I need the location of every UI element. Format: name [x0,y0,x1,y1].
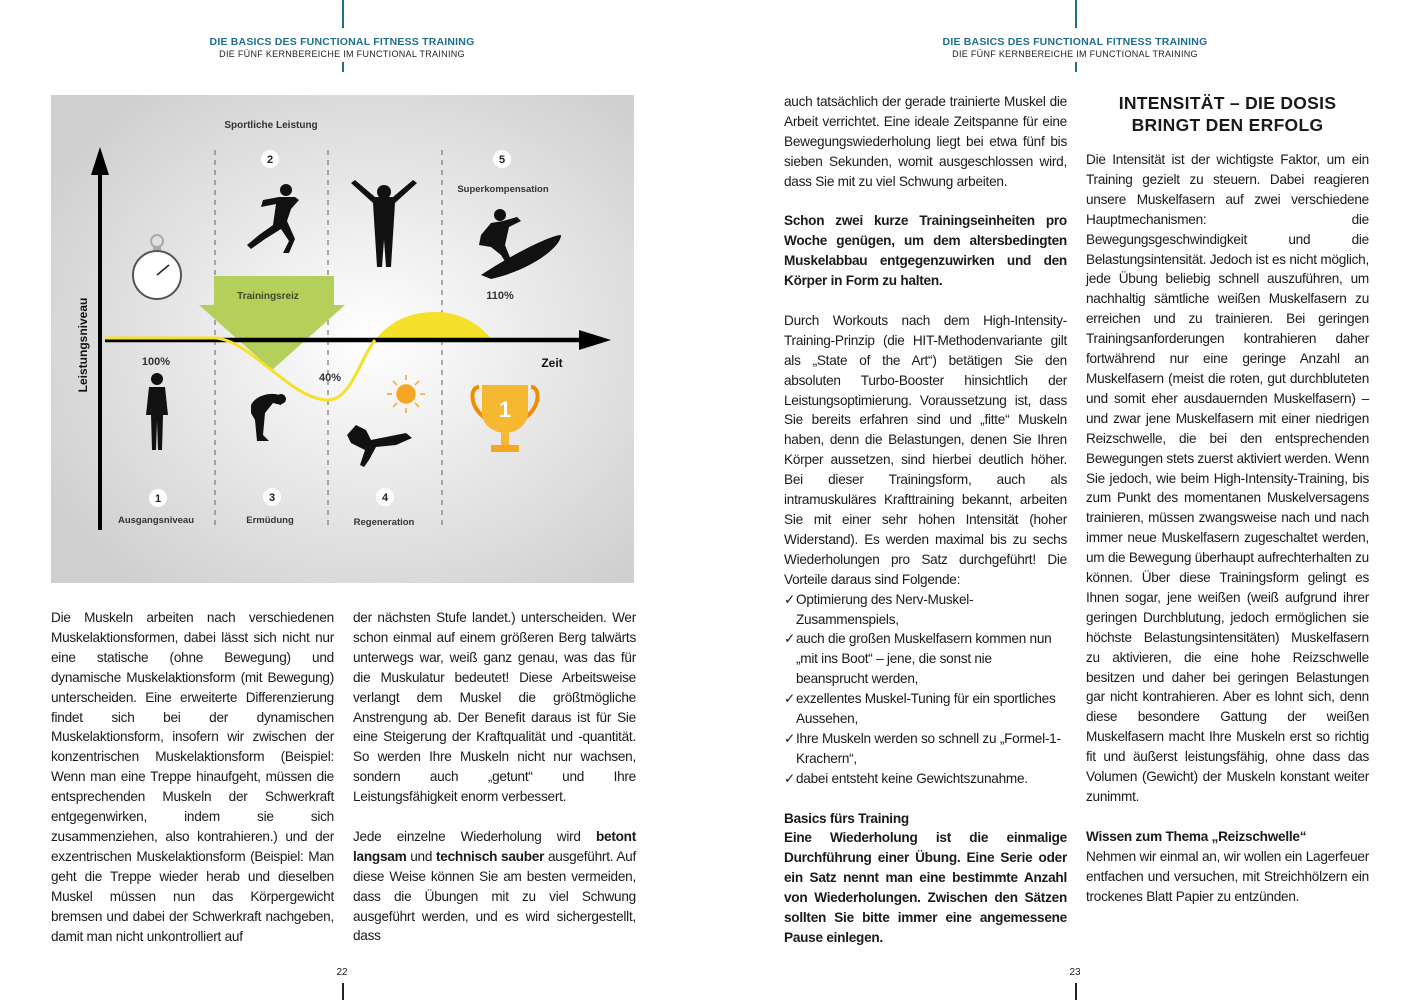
level-40: 40% [318,372,342,384]
text-run: Die Muskeln arbeiten nach verschiedenen Muskelaktionsformen, dabei lässt sich nicht nur eine statische (ohne Bewegung) und dynamische Muskelaktionsform (mit Bewegung) unterscheiden. Eine erweiterte Differenzierung findet sich bei der dynamischen Muskelaktionsform, insofern wir zwischen der konzentrischen Muskelaktionsform (Beispiel: Wenn man eine Treppe hinaufgeht, müssen die entsprechenden Muskeln der Schwerkraft entgegenwirken, indem sie sich zusammenziehen, also kontrahieren.) und der exzentrischen Muskelaktionsform (Beispiel: Man geht die Treppe wieder herab und dieselben Muskel müssen nun das Körpergewicht bremsen und dabei der Schwerkraft nachgeben, damit man nicht unkontrolliert auf [51,610,334,944]
checklist-text: auch die großen Muskelfasern kommen nun „mit ins Boot“ – jene, die sonst nie beansprucht werden, [796,631,1052,687]
footer-rule [342,983,344,1000]
footer-rule [1075,983,1077,1000]
left-page-column-2 [353,608,636,966]
header-subtitle: DIE FÜNF KERNBEREICHE IM FUNCTIONAL TRAINING [952,49,1198,59]
checklist-text: Ihre Muskeln werden so schnell zu „Formel-1-Krachern“, [796,730,1061,766]
supercompensation-diagram [51,95,634,583]
svg-text:1: 1 [154,493,162,505]
header-rule [1075,62,1077,72]
right-page-column-2 [1086,92,1369,906]
level-110: 110% [486,290,514,302]
emphasized-text: betont langsam [353,828,636,864]
checklist-text: Optimierung des Nerv-Muskel-Zusammenspiels, [796,591,974,627]
page-number-left: 22 [336,967,348,978]
level-100: 100% [141,356,171,368]
phase-4-badge [376,488,394,506]
running-header-left [142,36,542,59]
svg-text:2: 2 [266,154,274,166]
checklist-text: dabei entsteht keine Gewichtszunahme. [796,770,1028,786]
checkmark-icon: ✓ [784,770,796,786]
header-rule [1075,0,1077,28]
checkmark-icon: ✓ [784,730,796,746]
left-page-column-1 [51,608,334,966]
checklist-item [784,590,1067,630]
top-label: Sportliche Leistung [224,120,318,131]
body-paragraph [353,827,636,946]
running-header-right [875,36,1275,59]
basics-title: Basics fürs Training [784,810,909,826]
checklist-text: exzellentes Muskel-Tuning für ein sportliches Aussehen, [796,691,1056,727]
header-rule [342,62,344,72]
benefits-checklist [784,590,1067,789]
text-run: Durch Workouts nach dem High-Intensity-Training-Prinzip (die HIT-Methodenvariante gilt als „State of the Art“) betätigen Sie den absoluten Turbo-Booster hinsichtlich der Leistungsoptimierung. Voraussetzung ist, dass Sie bereits erfahren sind und „fitte“ Muskeln haben, denn die Belastungen, denen Sie Ihren Körper aussetzen, sind hierbei deutlich höher. Bei dieser Trainingsform, auch als intramuskuläres Krafttraining bekannt, arbeiten Sie mit einer sehr hohen Intensität (hoher Widerstand). Es werden maximal bis zu sechs Wiederholungen pro Satz durchgeführt! Die Vorteile daraus sind Folgende: [784,312,1067,587]
phase-label-ermuedung: Ermüdung [246,515,294,526]
subheading: Wissen zum Thema „Reizschwelle“ [1086,828,1307,844]
emphasized-text: Schon zwei kurze Trainingseinheiten pro Woche genügen, um dem altersbedingten Muskelabbau entgegenzuwirken und den Körper in Form zu halten. [784,213,1067,289]
checklist-item [784,769,1067,789]
phase-label-superkompensation: Superkompensation [457,184,549,195]
x-axis-label: Zeit [541,356,563,370]
stimulus-label: Trainingsreiz [237,291,299,302]
checklist-item [784,689,1067,729]
text-run: ausgeführt. Auf diese Weise können Sie am besten vermeiden, dass die Übungen mit zu viel Schwung ausgeführt werden, und es wird sichergestellt, dass [353,848,636,944]
basics-text: Eine Wiederholung ist die einmalige Durchführung einer Übung. Eine Serie oder ein Satz nennt man eine bestimmte Anzahl von Wiederholungen. Zwischen den Sätzen sollten Sie bitte immer eine angemessene Pause einlegen. [784,830,1067,946]
header-title: DIE BASICS DES FUNCTIONAL FITNESS TRAINING [942,36,1208,48]
svg-text:3: 3 [268,492,276,504]
trophy-number: 1 [498,397,512,422]
text-run: der nächsten Stufe landet.) unterscheiden. Wer schon einmal auf einem größeren Berg talwärts unterwegs war, weiß ganz genau, was das für die Muskulatur bedeutet! Diese Arbeitsweise verlangt dem Muskel die größtmögliche Anstrengung ab. Der Benefit daraus ist für Sie eine Steigerung der Kraftqualität und -quantität. So werden Ihre Muskeln nicht nur wachsen, sondern auch „getunt“ und Ihre Leistungsfähigkeit enorm verbessert. [353,610,636,805]
phase-label-ausgangsniveau: Ausgangsniveau [117,515,195,526]
emphasized-text: technisch sauber [436,848,545,864]
checkmark-icon: ✓ [784,591,796,607]
phase-2-badge [261,150,279,168]
body-paragraph [51,608,334,946]
body-paragraph [784,211,1067,291]
body-paragraph [784,311,1067,590]
text-run: Jede einzelne Wiederholung wird [353,828,596,844]
text-run: auch tatsächlich der gerade trainierte Muskel die Arbeit verrichtet. Eine ideale Zeitspanne für eine Bewegungswiederholung liegt bei etwa fünf bis sieben Sekunden, womit ausgeschlossen wird, dass Sie mit zu viel Schwung arbeiten. [784,94,1067,189]
checkmark-icon: ✓ [784,691,796,707]
phase-label-regeneration: Regeneration [353,517,415,528]
page-number-right: 23 [1069,967,1081,978]
phase-5-badge [493,150,511,168]
svg-text:4: 4 [381,492,389,504]
body-paragraph [353,608,636,807]
text-run: und [406,848,437,864]
intro-paragraphs [784,92,1067,590]
checklist-item [784,729,1067,769]
checklist-item [784,629,1067,689]
svg-text:5: 5 [498,154,506,166]
y-axis-label: Leistungsniveau [76,297,90,393]
body-paragraph: Die Intensität ist der wichtigste Faktor, um ein Training gezielt zu steuern. Dabei reagieren unsere Muskelfasern auf zwei verschiedene Hauptmechanismen: die Bewegungsgeschwindigkeit und die Belastungsintensität. Jedoch ist es nicht möglich, jede Übung beliebig schnell auszuführen, um nachhaltig sämtliche weißen Muskelfasern zu erreichen und zu trainieren. Bei geringen Trainingsanforderungen kontrahieren daher fortwährend nur eine geringe Anzahl an Muskelfasern (meist die roten, gut durchbluteten und somit eher ausdauernden Muskelfasern) – und zwar jene Muskelfasern mit einer niedrigen Reizschwelle, die bei den entsprechenden Bewegungen stets zuerst aktiviert werden. Wenn Sie jedoch, wie beim High-Intensity-Training, bis zum Punkt des momentanen Muskelversagens trainieren, müssen zwangsweise nach und nach immer neue Muskelfasern zugeschaltet werden, um die Bewegung überhaupt aufrechterhalten zu können. Über diese Trainingsform gelingt es Ihnen sogar, jene weißen (weiß aufgrund ihrer geringen Durchblutung, jedoch ermöglichen sie höchste Belastungsintensitäten) Muskelfasern zu aktivieren, die eine hohe Reizschwelle besitzen und daher bei geringen Belastungen gar nicht kontrahieren. Aber es lohnt sich, denn diese besondere Gattung der weißen Muskelfasern macht Ihre Muskeln erst so richtig fit und äußerst leistungsfähig, ohne dass das Volumen (Gewicht) der Muskeln konstant weiter zunimmt. [1086,152,1369,804]
phase-3-badge [263,488,281,506]
checkmark-icon: ✓ [784,631,796,647]
section-heading: INTENSITÄT – DIE DOSIS BRINGT DEN ERFOLG [1118,93,1337,135]
phase-1-badge [149,489,167,507]
header-subtitle: DIE FÜNF KERNBEREICHE IM FUNCTIONAL TRAINING [219,49,465,59]
header-rule [342,0,344,28]
subheading-text: Nehmen wir einmal an, wir wollen ein Lagerfeuer entfachen und versuchen, mit Streichhölzern ein trockenes Blatt Papier zu entzünden. [1086,848,1369,904]
right-page-column-1 [784,92,1067,948]
header-title: DIE BASICS DES FUNCTIONAL FITNESS TRAINING [209,36,475,48]
body-paragraph [784,92,1067,192]
